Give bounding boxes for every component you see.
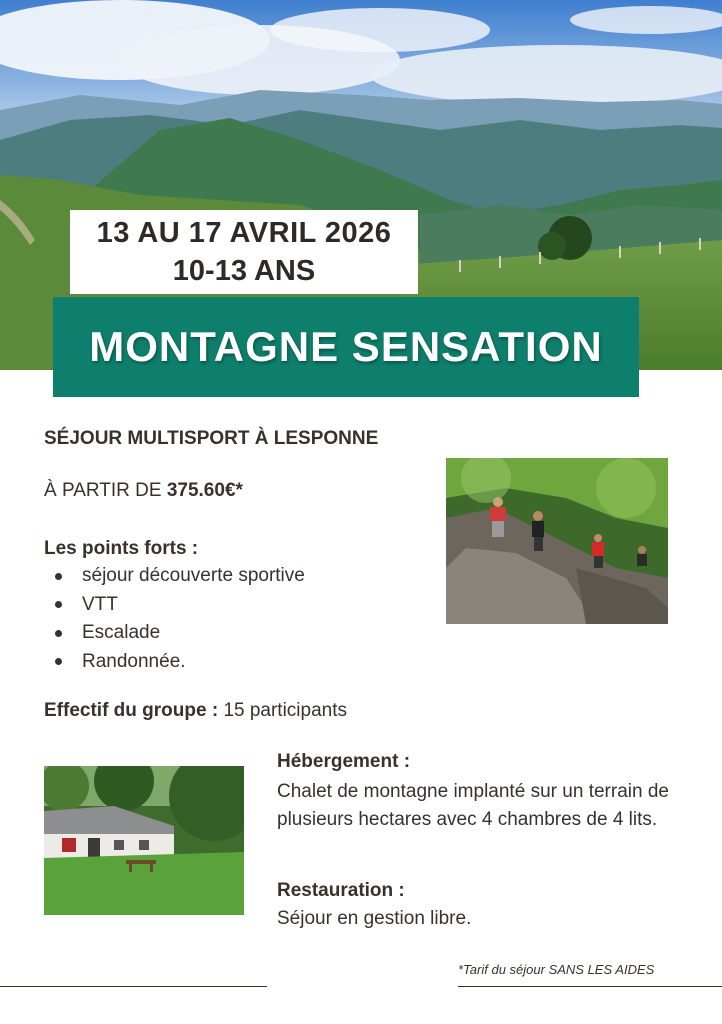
page-title: MONTAGNE SENSATION — [89, 323, 603, 370]
list-item: Escalade — [52, 619, 305, 648]
catering-heading: Restauration : — [277, 880, 405, 901]
divider-right — [458, 986, 722, 987]
bullet-icon — [55, 658, 62, 665]
group-label: Effectif du groupe : — [44, 700, 219, 721]
strengths-list — [52, 562, 305, 676]
group-size — [44, 700, 347, 722]
price-line — [44, 480, 243, 502]
climbing-photo — [446, 458, 668, 624]
bullet-icon — [55, 601, 62, 608]
lodging-heading: Hébergement : — [277, 751, 411, 772]
bullet-icon — [55, 630, 62, 637]
stay-dates: 13 AU 17 AVRIL 2026 — [96, 217, 392, 249]
list-item: VTT — [52, 591, 305, 620]
price-footnote: *Tarif du séjour SANS LES AIDES — [458, 962, 655, 977]
age-range: 10-13 ANS — [172, 255, 316, 287]
price-value: 375.60€* — [166, 480, 243, 501]
divider-left — [0, 986, 267, 987]
list-item: Randonnée. — [52, 648, 305, 677]
stay-subtitle: SÉJOUR MULTISPORT À LESPONNE — [44, 428, 379, 449]
date-age-box — [70, 210, 418, 294]
lodging-description: Chalet de montagne implanté sur un terrain de plusieurs hectares avec 4 chambres de 4 lits. — [277, 781, 669, 830]
chalet-photo — [44, 766, 244, 915]
title-banner — [53, 297, 639, 397]
group-value: 15 participants — [223, 700, 348, 721]
catering-description: Séjour en gestion libre. — [277, 908, 472, 929]
list-item: séjour découverte sportive — [52, 562, 305, 591]
bullet-icon — [55, 573, 62, 580]
price-prefix: À PARTIR DE — [44, 480, 162, 501]
strengths-heading: Les points forts : — [44, 538, 199, 559]
